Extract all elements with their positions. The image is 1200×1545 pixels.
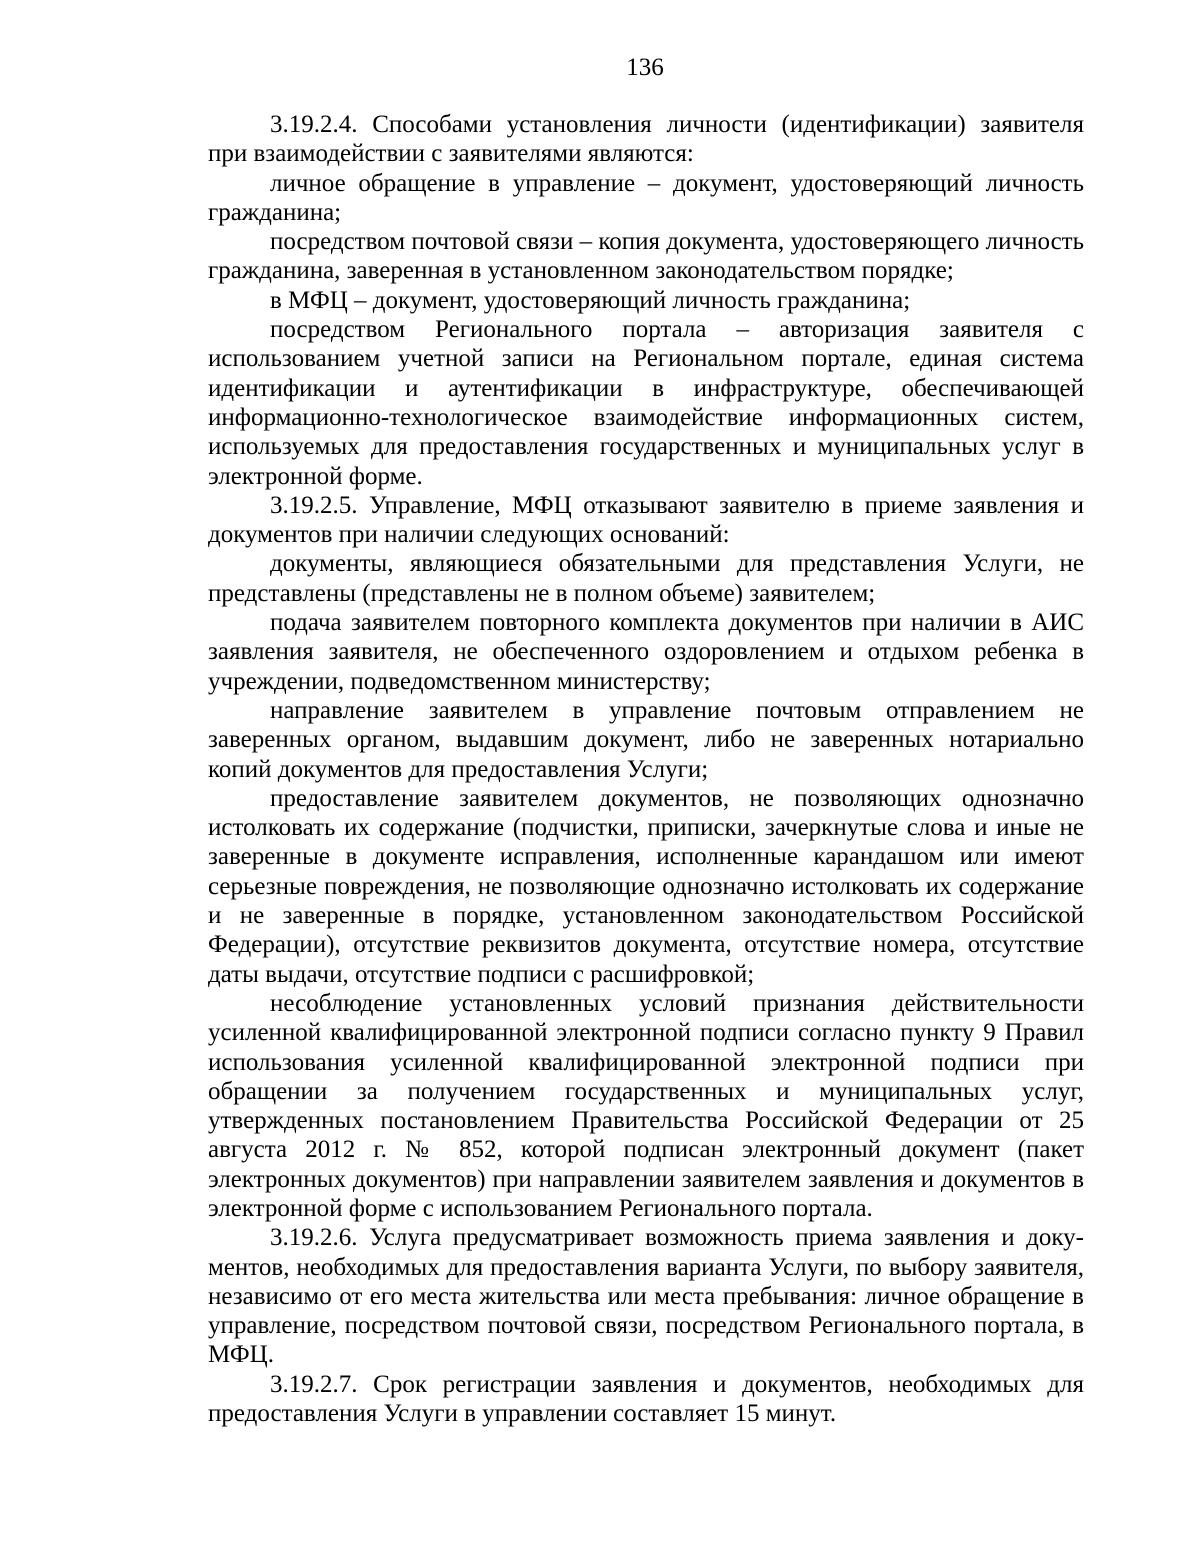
paragraph-signature-invalid: несоблюдение установленных условий признания действительности усиленной квалифицированной электронной подписи согласно пункту 9 Правил использования усиленной квалифицированной электронной подписи при обращении за получением государственных и муниципальных услуг, утвержденных постановлением Правительства Российской Федерации от 25 августа 2012 г. № 852, которой подписан электронный документ (пакет электронных документов) при направлении заявителем заявления и документов в электронной форме с использованием Регионального портала. (208, 989, 1084, 1222)
paragraph-3-19-2-4: 3.19.2.4. Способами установления личности (идентификации) заявителя при взаимодействии с заявителями являются: (208, 111, 1084, 168)
paragraph-mfc: в МФЦ – документ, удостоверяющий личность гражданина; (270, 286, 911, 314)
page-number: 136 (626, 54, 664, 81)
paragraph-repeat-submission: подача заявителем повторного комплекта документов при наличии в АИС заявления заявителя, не обеспеченного оздоровлением и отдыхом ребенка в учреждении, подведомственном министерству; (208, 609, 1084, 695)
paragraph-regional-portal: посредством Регионального портала – авторизация заявителя с использованием учетной записи на Региональном портале, единая система идентификации и аутентификации в инфраструктуре, обеспечивающей информационно-технологическое взаимодействие информационных систем, используемых для предоставления государственных и муниципальных услуг в электронной форме. (208, 316, 1084, 490)
paragraph-3-19-2-5: 3.19.2.5. Управление, МФЦ отказывают заявителю в приеме заявления и документов при наличии следующих оснований: (208, 491, 1084, 549)
paragraph-3-19-2-7: 3.19.2.7. Срок регистрации заявления и документов, необходимых для предоставления Услуги в управлении составляет 15 минут. (208, 1370, 1084, 1428)
paragraph-documents-missing: документы, являющиеся обязательными для представления Услуги, не представлены (представлены не в полном объеме) заявителем; (208, 550, 1084, 607)
paragraph-ambiguous-documents: предоставление заявителем документов, не позволяющих однозначно истолковать их содержание (подчистки, приписки, зачеркнутые слова и иные не заверенные в документе исправления, исполненные карандашом или имеют серьезные повреждения, не позволяющие однозначно истолковать их содержание и не заверенные в порядке, установленном законодательством Российской Федерации), отсутствие реквизитов документа, отсутствие номера, отсутствие даты выдачи, отсутствие подписи с расшифровкой; (208, 784, 1084, 988)
paragraph-postal: посредством почтовой связи – копия документа, удостоверяющего личность гражданина, заверенная в установленном законодательством порядке; (208, 228, 1084, 285)
paragraph-postal-uncertified: направление заявителем в управление почтовым отправлением не заверенных органом, выдавшим документ, либо не заверенных нотариально копий документов для предоставления Услуги; (208, 696, 1084, 783)
document-body (208, 110, 1084, 1428)
paragraph-3-19-2-6: 3.19.2.6. Услуга предусматривает возможность приема заявления и документов, необходимых для предоставления варианта Услуги, по выбору заявителя, независимо от его места жительства или места пребывания: личное обращение в управление, посредством почтовой связи, посредством Регионального портала, в МФЦ. (208, 1224, 1084, 1369)
paragraph-personal-appeal: личное обращение в управление – документ, удостоверяющий личность гражданина; (208, 169, 1084, 226)
